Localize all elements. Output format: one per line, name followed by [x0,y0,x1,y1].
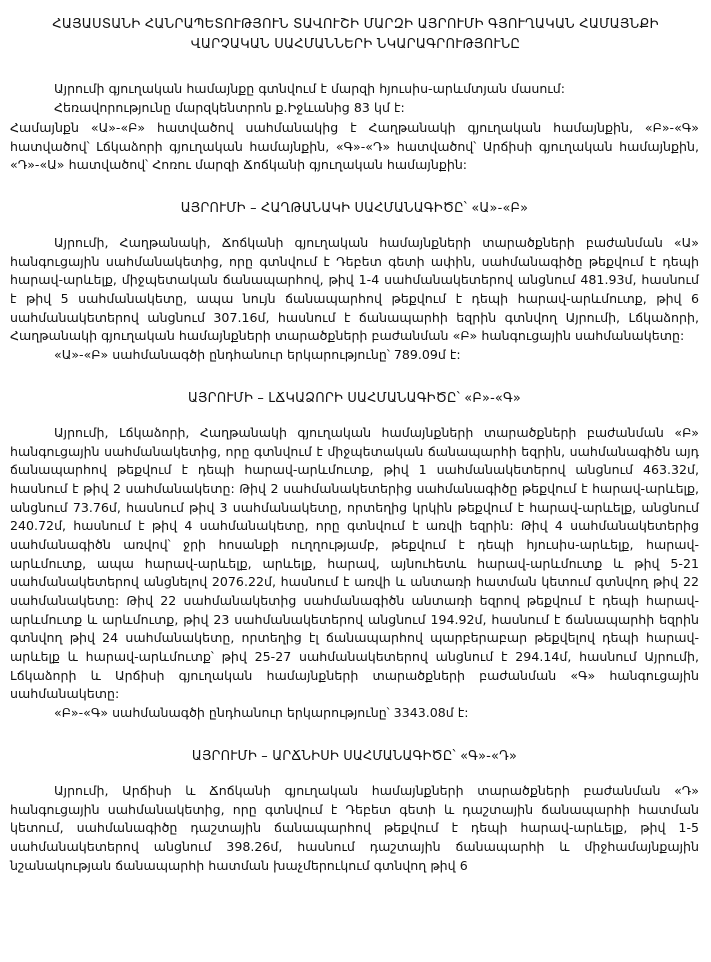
section-summary-2: «Բ»-«Գ» սահմանագծի ընդհանուր երկարությունը՝ 3343.08մ է: [54,705,469,721]
section-summary-1: «Ա»-«Բ» սահմանագծի ընդհանուր երկարությունը՝ 789.09մ է: [54,347,461,363]
section-ayrum-archnis [10,749,699,875]
section-ayrum-lchkadzor [10,391,699,723]
heading-spacer-3 [10,764,699,782]
intro-paragraph-distance: Հեռավորությունը մարզկենտրոն ք.Իջևանից 83 կմ է: [54,100,405,116]
section-heading-1: ԱՅՐՈՒՄԻ – ՀԱՂԹԱՆԱԿԻ ՍԱՀՄԱՆԱԳԻԾԸ՝ «Ա»-«Բ» [180,201,529,216]
page-title [0,15,711,56]
section-ayrum-haghtanak [10,201,699,365]
section-heading-2: ԱՅՐՈՒՄԻ – ԼՃԿԱՁՈՐԻ ՍԱՀՄԱՆԱԳԻԾԸ՝ «Բ»-«Գ» [187,390,522,406]
section-body-1: Այրումի, Հաղթանակի, Ճոճկանի գյուղական համայնքների տարածքների բաժանման «Ա» հանգուցային սահմանակետից, որը գտնվում է Դեբետ գետի ափին, սահմանագիծը թեքվում է դեպի հարավ-արևելք, միջպետական ճանապարհով, թիվ 1-4 սահմանակետերով անցնում 481.93մ, հասնում է թիվ 5 սահմանակետը, ապա նույն ճանապարհով թեքվում է դեպի հարավ-արևմուտք, թիվ 6 սահմանակետերով անցնում 307.16մ, հասնում է ճանապարհի եզրին գտնվող Այրումի, Լճկաձորի, Հաղթանակի գյուղական համայնքների տարածքների բաժանման «Բ» հանգուցային սահմանակետը: [10,235,699,344]
intro-block [0,80,711,175]
intro-paragraph-location: Այրումի գյուղական համայնքը գտնվում է մարզի հյուսիս-արևմտյան մասում: [54,80,565,96]
document-title-block [0,0,711,56]
sections-block [0,201,711,875]
section-body-2: Այրումի, Լճկաձորի, Հաղթանակի գյուղական համայնքների տարածքների բաժանման «Բ» հանգուցային սահմանակետից, որը գտնվում է միջպետական ճանապարհի եզրին, սահմանագիծն այդ ճանապարհով թեքվում է դեպի հարավ-արևմուտք, թիվ 1 սահմանակետերով անցնում 463.32մ, հասնում է թիվ 2 սահմանակետը: Թիվ 2 սահմանակետերից սահմանագիծը թեքվում է հարավ-արևելք, անցնում 73.76մ, հասնում թիվ 3 սահմանակետը, որտեղից կրկին թեքվում է հարավ-արևելք, անցնում 240.72մ, հասնում է թիվ 4 սահմանակետը, որը գտնվում է առվի եզրին: Թիվ 4 սահմանակետերից սահմանագիծն առվով՝ ջրի հոսանքի ուղղությամբ, թեքվում է դեպի հյուսիս-արևելք, հարավ-արևմուտք, ապա հարավ-արևելք, արևելք, հարավ, այնուհետև հարավ-արևմուտք և թիվ 5-21 սահմանակետերով անցնելով 2076.22մ, հասնում է առվի և անտառի հատման կետում գտնվող թիվ 22 սահմանակետը: Թիվ 22 սահմանակետից սահմանագիծն անտառի եզրով թեքվում է դեպի հարավ-արևմուտք և արևմուտք, թիվ 23 սահմանակետերով անցնում 194.92մ, հասնում է ճանապարհի եզրին գտնվող թիվ 24 սահմանակետը, որտեղից էլ ճանապարհով պարբերաբար թեքվելով դեպի հարավ-արևելք և հարավ-արևմուտք՝ թիվ 25-27 սահմանակետերով անցնում է 294.14մ, հասնում Այրումի, Լճկաձորի և Արճիսի գյուղական համայնքների տարածքների բաժանման «Գ» հանգուցային սահմանակետը: [10,424,699,702]
section-body-3: Այրումի, Արճիսի և Ճոճկանի գյուղական համայնքների տարածքների բաժանման «Դ» հանգուցային սահմանակետից, որը գտնվում է Դեբետ գետի և դաշտային ճանապարհի հատման կետում, սահմանագիծը դաշտային ճանապարհով թեքվում է դեպի հարավ-արևելք, թիվ 1-5 սահմանակետերով անցնում 398.26մ, հասնում դաշտային ճանապարհի և միջհամայնքային նշանակության ճանապարհի հատման խաչմերուկում գտնվող թիվ 6 [10,782,699,873]
heading-spacer-2 [10,406,699,424]
intro-paragraph-neighbors: Համայնքն «Ա»-«Բ» հատվածով սահմանակից է Հաղթանակի գյուղական համայնքին, «Բ»-«Գ» հատվածով՝ Լճկաձորի գյուղական համայնքին, «Գ»-«Դ» հատվածով՝ Արճիսի գյուղական համայնքին, «Դ»-«Ա» հատվածով՝ Հոռու մարզի Ճոճկանի գյուղական համայնքին: [10,119,699,173]
page-title-line-2: ՎԱՐՉԱԿԱՆ ՍԱՀՄԱՆՆԵՐԻ ՆԿԱՐԱԳՐՈՒԹՅՈՒՆԸ [190,37,521,53]
heading-spacer-1 [10,216,699,234]
section-heading-3: ԱՅՐՈՒՄԻ – ԱՐՃՆԻՍԻ ՍԱՀՄԱՆԱԳԻԾԸ՝ «Գ»-«Դ» [191,748,518,764]
page-title-line-1: ՀԱՅԱՍՏԱՆԻ ՀԱՆՐԱՊԵՏՈՒԹՅՈՒՆ ՏԱՎՈՒՇԻ ՄԱՐԶԻ ԱՅՐՈՒՄԻ ԳՅՈՒՂԱԿԱՆ ՀԱՄԱՅՆՔԻ [52,17,659,32]
